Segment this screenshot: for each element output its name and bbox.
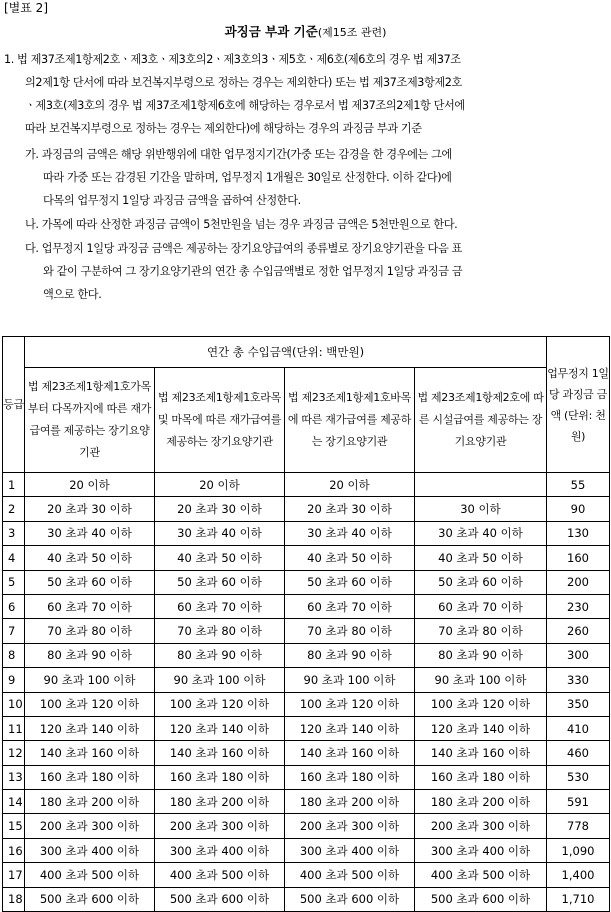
fee-cell: 410	[547, 716, 610, 740]
item-1-paragraph	[4, 48, 606, 140]
income-cell-col2: 90 초과 100 이하	[155, 668, 285, 692]
table-row	[3, 814, 610, 838]
table-row	[3, 521, 610, 545]
income-cell-col4: 50 초과 60 이하	[415, 570, 547, 594]
grade-cell: 1	[3, 473, 25, 497]
fee-cell: 200	[547, 570, 610, 594]
table-row	[3, 838, 610, 862]
income-cell-col2: 40 초과 50 이하	[155, 546, 285, 570]
income-header: 연간 총 수입금액(단위: 백만원)	[25, 337, 547, 368]
income-cell-col3: 180 초과 200 이하	[285, 790, 415, 814]
grade-cell: 11	[3, 716, 25, 740]
fee-cell: 1,400	[547, 863, 610, 887]
income-cell-col2: 120 초과 140 이하	[155, 716, 285, 740]
income-cell-col1: 180 초과 200 이하	[25, 790, 155, 814]
table-row	[3, 692, 610, 716]
item-1-line: 의2제1항 단서에 따라 보건복지부령으로 정하는 경우는 제외한다) 또는 법 제37조제3항제2호	[25, 76, 462, 89]
income-cell-col1: 500 초과 600 이하	[25, 887, 155, 911]
income-cell-col2: 20 초과 30 이하	[155, 497, 285, 521]
income-cell-col2: 500 초과 600 이하	[155, 887, 285, 911]
grade-cell: 13	[3, 765, 25, 789]
income-cell-col4: 30 초과 40 이하	[415, 521, 547, 545]
income-cell-col3: 60 초과 70 이하	[285, 594, 415, 618]
income-cell-col4: 40 초과 50 이하	[415, 546, 547, 570]
income-cell-col3: 140 초과 160 이하	[285, 741, 415, 765]
income-cell-col3: 200 초과 300 이하	[285, 814, 415, 838]
fee-cell: 300	[547, 643, 610, 667]
title-sub: (제15조 관련)	[317, 26, 387, 39]
item-na-line: 나. 가목에 따라 산정한 과징금 금액이 5천만원을 넘는 경우 과징금 금액은 5천만원으로 한다.	[25, 218, 458, 231]
fee-cell: 160	[547, 546, 610, 570]
income-cell-col4	[415, 473, 547, 497]
item-ga-paragraph	[4, 143, 606, 212]
fee-cell: 460	[547, 741, 610, 765]
item-na-paragraph	[4, 213, 606, 236]
fee-cell: 330	[547, 668, 610, 692]
grade-cell: 6	[3, 594, 25, 618]
sub-header-facility-care: 법 제23조제1항제2호에 따른 시설급여를 제공하는 장기요양기관	[415, 368, 547, 473]
income-cell-col2: 200 초과 300 이하	[155, 814, 285, 838]
title-main: 과징금 부과 기준	[224, 24, 318, 39]
table-row	[3, 863, 610, 887]
fee-cell: 55	[547, 473, 610, 497]
income-cell-col4: 120 초과 140 이하	[415, 716, 547, 740]
item-1-line: 따라 보건복지부령으로 정하는 경우는 제외한다)에 해당하는 경우의 과징금 부과 기준	[25, 122, 422, 135]
income-cell-col2: 70 초과 80 이하	[155, 619, 285, 643]
table-row	[3, 546, 610, 570]
grade-cell: 16	[3, 838, 25, 862]
income-cell-col2: 20 이하	[155, 473, 285, 497]
grade-cell: 18	[3, 887, 25, 911]
income-cell-col2: 30 초과 40 이하	[155, 521, 285, 545]
income-cell-col1: 30 초과 40 이하	[25, 521, 155, 545]
income-cell-col4: 30 이하	[415, 497, 547, 521]
page-title	[0, 22, 611, 40]
fee-cell: 1,710	[547, 887, 610, 911]
income-cell-col3: 70 초과 80 이하	[285, 619, 415, 643]
grade-cell: 14	[3, 790, 25, 814]
fee-cell: 230	[547, 594, 610, 618]
income-cell-col3: 100 초과 120 이하	[285, 692, 415, 716]
grade-cell: 2	[3, 497, 25, 521]
annex-label: [별표 2]	[4, 1, 48, 15]
fee-cell: 90	[547, 497, 610, 521]
income-cell-col1: 140 초과 160 이하	[25, 741, 155, 765]
item-da-line: 다. 업무정지 1일당 과징금 금액은 제공하는 장기요양급여의 종류별로 장기요양기관을 다음 표	[25, 242, 462, 255]
income-cell-col2: 100 초과 120 이하	[155, 692, 285, 716]
item-1-line: 1. 법 제37조제1항제2호ㆍ제3호ㆍ제3호의2ㆍ제3호의3ㆍ제5호ㆍ제6호(제6호의 경우 법 제37조	[4, 53, 461, 66]
table-row	[3, 790, 610, 814]
table-row	[3, 643, 610, 667]
income-cell-col1: 20 초과 30 이하	[25, 497, 155, 521]
income-cell-col1: 60 초과 70 이하	[25, 594, 155, 618]
grade-cell: 3	[3, 521, 25, 545]
income-cell-col4: 400 초과 500 이하	[415, 863, 547, 887]
item-da-paragraph	[4, 237, 606, 306]
income-cell-col2: 180 초과 200 이하	[155, 790, 285, 814]
item-ga-line: 따라 가중 또는 감경된 기간을 말하며, 업무정지 1개월은 30일로 산정한다. 이하 같다)에	[43, 171, 452, 184]
penalty-table	[2, 336, 610, 912]
grade-cell: 9	[3, 668, 25, 692]
income-cell-col1: 300 초과 400 이하	[25, 838, 155, 862]
income-cell-col3: 20 초과 30 이하	[285, 497, 415, 521]
table-row	[3, 594, 610, 618]
fee-cell: 1,090	[547, 838, 610, 862]
grade-cell: 12	[3, 741, 25, 765]
income-cell-col3: 30 초과 40 이하	[285, 521, 415, 545]
income-cell-col3: 300 초과 400 이하	[285, 838, 415, 862]
fee-cell: 591	[547, 790, 610, 814]
table-row	[3, 716, 610, 740]
income-cell-col3: 90 초과 100 이하	[285, 668, 415, 692]
table-row	[3, 887, 610, 911]
income-cell-col2: 400 초과 500 이하	[155, 863, 285, 887]
income-cell-col3: 20 이하	[285, 473, 415, 497]
grade-cell: 7	[3, 619, 25, 643]
grade-cell: 15	[3, 814, 25, 838]
income-cell-col3: 120 초과 140 이하	[285, 716, 415, 740]
table-row	[3, 741, 610, 765]
income-cell-col3: 500 초과 600 이하	[285, 887, 415, 911]
income-cell-col3: 40 초과 50 이하	[285, 546, 415, 570]
fee-cell: 778	[547, 814, 610, 838]
item-1-line: ㆍ제3호(제3호의 경우 법 제37조제1항제6호에 해당하는 경우로서 법 제37조의2제1항 단서에	[25, 99, 465, 112]
income-cell-col1: 70 초과 80 이하	[25, 619, 155, 643]
income-cell-col4: 140 초과 160 이하	[415, 741, 547, 765]
grade-cell: 10	[3, 692, 25, 716]
income-cell-col1: 90 초과 100 이하	[25, 668, 155, 692]
income-cell-col3: 400 초과 500 이하	[285, 863, 415, 887]
table-row	[3, 473, 610, 497]
fee-cell: 530	[547, 765, 610, 789]
income-cell-col1: 80 초과 90 이하	[25, 643, 155, 667]
income-cell-col4: 300 초과 400 이하	[415, 838, 547, 862]
income-cell-col4: 180 초과 200 이하	[415, 790, 547, 814]
fee-cell: 350	[547, 692, 610, 716]
income-cell-col1: 40 초과 50 이하	[25, 546, 155, 570]
income-cell-col4: 500 초과 600 이하	[415, 887, 547, 911]
grade-cell: 4	[3, 546, 25, 570]
income-cell-col2: 80 초과 90 이하	[155, 643, 285, 667]
income-cell-col1: 160 초과 180 이하	[25, 765, 155, 789]
fee-cell: 260	[547, 619, 610, 643]
income-cell-col1: 50 초과 60 이하	[25, 570, 155, 594]
item-ga-line: 가. 과징금의 금액은 해당 위반행위에 대한 업무정지기간(가중 또는 감경을 한 경우에는 그에	[25, 148, 452, 161]
income-cell-col1: 20 이하	[25, 473, 155, 497]
table-row	[3, 570, 610, 594]
income-cell-col1: 120 초과 140 이하	[25, 716, 155, 740]
income-cell-col3: 50 초과 60 이하	[285, 570, 415, 594]
table-row	[3, 765, 610, 789]
grade-header: 등급	[3, 337, 25, 473]
table-row	[3, 619, 610, 643]
grade-cell: 8	[3, 643, 25, 667]
table-row	[3, 668, 610, 692]
grade-cell: 5	[3, 570, 25, 594]
income-cell-col4: 100 초과 120 이하	[415, 692, 547, 716]
fee-header: 업무정지 1일당 과징금 금액 (단위: 천원)	[547, 337, 610, 473]
item-ga-line: 다목의 업무정지 1일당 과징금 금액을 곱하여 산정한다.	[43, 194, 301, 207]
income-cell-col2: 160 초과 180 이하	[155, 765, 285, 789]
sub-header-home-care-c: 법 제23조제1항제1호바목에 따른 재가급여를 제공하는 장기요양기관	[285, 368, 415, 473]
grade-cell: 17	[3, 863, 25, 887]
item-da-line: 액으로 한다.	[43, 288, 102, 301]
income-cell-col3: 80 초과 90 이하	[285, 643, 415, 667]
sub-header-home-care-b: 법 제23조제1항제1호라목 및 마목에 따른 재가급여를 제공하는 장기요양기관	[155, 368, 285, 473]
income-cell-col4: 160 초과 180 이하	[415, 765, 547, 789]
item-da-line: 와 같이 구분하여 그 장기요양기관의 연간 총 수입금액별로 정한 업무정지 1일당 과징금 금	[43, 265, 463, 278]
income-cell-col2: 140 초과 160 이하	[155, 741, 285, 765]
income-cell-col4: 200 초과 300 이하	[415, 814, 547, 838]
income-cell-col2: 50 초과 60 이하	[155, 570, 285, 594]
income-cell-col1: 200 초과 300 이하	[25, 814, 155, 838]
income-cell-col3: 160 초과 180 이하	[285, 765, 415, 789]
table-row	[3, 497, 610, 521]
income-cell-col1: 400 초과 500 이하	[25, 863, 155, 887]
income-cell-col2: 60 초과 70 이하	[155, 594, 285, 618]
sub-header-home-care-a: 법 제23조제1항제1호가목부터 다목까지에 따른 재가급여를 제공하는 장기요양기관	[25, 368, 155, 473]
income-cell-col4: 80 초과 90 이하	[415, 643, 547, 667]
income-cell-col4: 90 초과 100 이하	[415, 668, 547, 692]
income-cell-col2: 300 초과 400 이하	[155, 838, 285, 862]
income-cell-col4: 60 초과 70 이하	[415, 594, 547, 618]
income-cell-col1: 100 초과 120 이하	[25, 692, 155, 716]
fee-cell: 130	[547, 521, 610, 545]
income-cell-col4: 70 초과 80 이하	[415, 619, 547, 643]
